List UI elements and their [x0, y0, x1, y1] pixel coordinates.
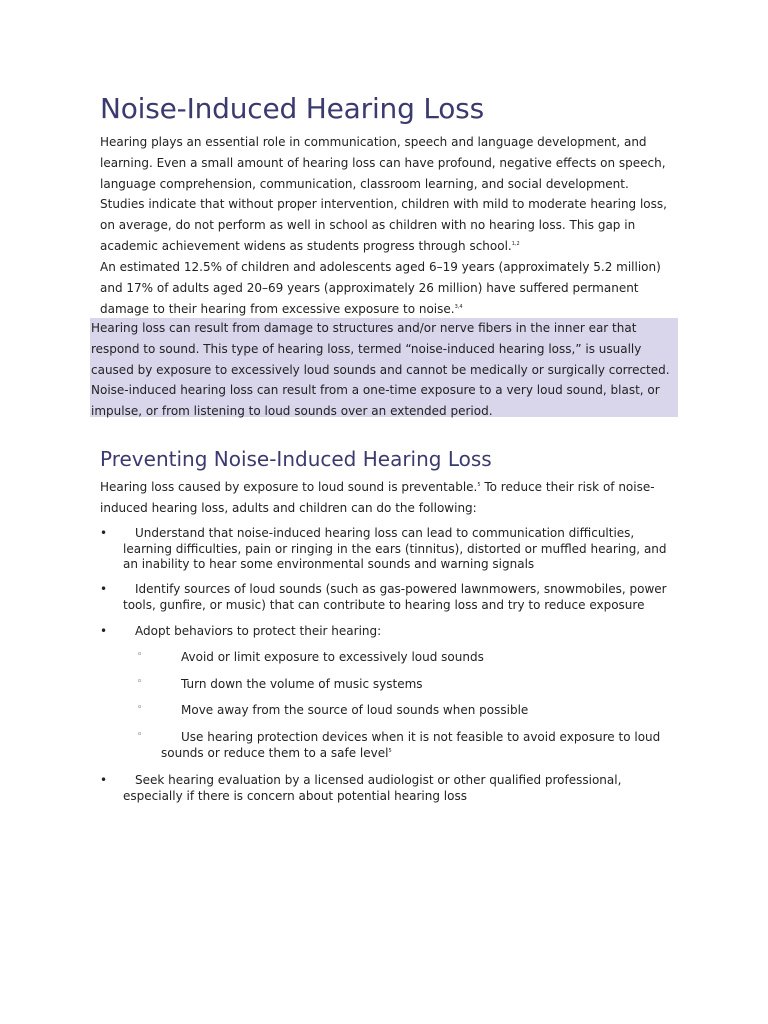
list-item — [100, 526, 675, 573]
list-item — [100, 624, 675, 640]
sub-list-item-text: Turn down the volume of music systems — [181, 677, 423, 691]
list-item-text: Identify sources of loud sounds (such as gas-powered lawnmowers, snowmobiles, power tools, gunfire, or music) that can contribute to hearing loss and try to reduce exposure — [123, 582, 667, 612]
intro-paragraph-2 — [100, 257, 675, 319]
list-item — [100, 582, 675, 613]
citation-5: 5 — [477, 482, 481, 488]
sub-bullet-marker: ◦ — [137, 730, 143, 740]
citation-3-4: 3,4 — [454, 303, 463, 310]
section-intro-text-b: To reduce their risk of noise-induced hearing loss, adults and children can do the following: — [100, 480, 655, 515]
list-item — [100, 773, 675, 804]
page-title: Noise-Induced Hearing Loss — [100, 92, 484, 125]
bullet-marker: • — [100, 526, 108, 540]
sub-list-item — [137, 730, 677, 761]
list-item-text: Seek hearing evaluation by a licensed audiologist or other qualified professional, especially if there is concern about potential hearing loss — [123, 773, 622, 803]
sub-list-item — [137, 677, 677, 693]
sub-list-item — [137, 703, 677, 719]
sub-bullet-marker: ◦ — [137, 677, 143, 687]
sub-list-item-text-content: Use hearing protection devices when it is not feasible to avoid exposure to loud sounds or reduce them to a safe level — [161, 730, 661, 760]
highlighted-paragraph-box — [90, 318, 678, 417]
bullet-marker: • — [100, 582, 108, 596]
sub-list-item-text: Move away from the source of loud sounds when possible — [181, 703, 529, 717]
sub-bullet-marker: ◦ — [137, 703, 143, 713]
intro-paragraph-1-text: Hearing plays an essential role in communication, speech and language development, and learning. Even a small amount of hearing loss can have profound, negative effects on speech, language comprehension, communication, classroom learning, and social development. Studies indicate that without proper intervention, children with mild to moderate hearing loss, on average, do not perform as well in school as children with no hearing loss. This gap in academic achievement widens as students progress through school. — [100, 135, 667, 253]
citation-5: 5 — [388, 747, 392, 754]
bullet-marker: • — [100, 624, 108, 638]
list-item-text: Understand that noise-induced hearing loss can lead to communication difficulties, learning difficulties, pain or ringing in the ears (tinnitus), distorted or muffled hearing, and an inability to hear some environmental sounds and warning signals — [123, 526, 667, 571]
section-intro-paragraph — [100, 477, 675, 519]
sub-list-item-text — [137, 730, 677, 761]
citation-1-2: 1,2 — [511, 240, 520, 247]
section-heading-preventing: Preventing Noise-Induced Hearing Loss — [100, 447, 492, 471]
intro-paragraph-2-text: An estimated 12.5% of children and adolescents aged 6–19 years (approximately 5.2 million) and 17% of adults aged 20–69 years (approximately 26 million) have suffered permanent damage to their hearing from excessive exposure to noise. — [100, 260, 661, 316]
highlighted-paragraph: Hearing loss can result from damage to structures and/or nerve fibers in the inner ear that respond to sound. This type of hearing loss, termed “noise-induced hearing loss,” is usually caused by exposure to excessively loud sounds and cannot be medically or surgically corrected. Noise-induced hearing loss can result from a one-time exposure to a very loud sound, blast, or impulse, or from listening to loud sounds over an extended period. — [91, 321, 670, 419]
sub-bullet-marker: ◦ — [137, 650, 143, 660]
sub-list-item-text: Avoid or limit exposure to excessively loud sounds — [181, 650, 484, 664]
sub-list-item — [137, 650, 677, 666]
list-item-text: Adopt behaviors to protect their hearing: — [135, 624, 382, 638]
bullet-marker: • — [100, 773, 108, 787]
section-intro-text-a: Hearing loss caused by exposure to loud sound is preventable. — [100, 480, 478, 494]
intro-paragraph-1 — [100, 132, 675, 257]
